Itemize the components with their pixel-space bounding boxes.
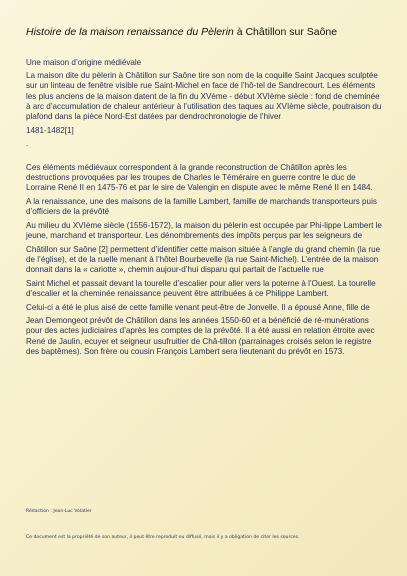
title-rest: à Châtillon sur Saône	[233, 26, 338, 38]
paragraph: Châtillon sur Saône [2] permettent d’identifier cette maison située à l’angle du grand chemin (la rue de l’église), et de la ruelle menant à l’hôtel Bourbevelle (la rue Saint-Michel). L’entrée de la maison donnait dans la « cariotte », chemin aujour-d’hui disparu qui partait de l’actuelle rue	[26, 244, 381, 274]
paragraph: La maison dite du pèlerin à Châtillon sur Saône tire son nom de la coquille Saint Jacques sculptée sur un linteau de fenêtre visible rue Saint-Michel en face de l’hô-tel de Sandrecourt. Les éléments les plus anciens de la maison datent de la fin du XVème - début XVIème siècle : fond de cheminée à arc d’accumulation de chaleur antérieur à l’utilisation des taques au XVIème siècle, poutraison du plafond dans la pièce Nord-Est datées par dendrochronologie de l’hiver	[26, 71, 382, 122]
paragraph: Celui-ci a été le plus aisé de cette famille venant peut-être de Jonvelle. Il a épousé Anne, fille de	[26, 302, 370, 312]
paragraph: Ces éléments médiévaux correspondent à la grande reconstruction de Châtillon après les destructions provoquées par les troupes de Charles le Téméraire en guerre contre le duc de Lorraine René II en 1475-76 et par le sire de Valengin en dispute avec le même René II en 1484.	[26, 162, 373, 193]
author-credit: Rédaction : Jean-Luc Volatier	[26, 509, 92, 514]
title-italic: Histoire de la maison renaissance du Pèlerin	[26, 26, 234, 38]
section-heading: Une maison d’origine médiévale	[26, 58, 142, 67]
paragraph: 1481-1482[1]	[26, 125, 74, 135]
document-title	[26, 26, 337, 38]
paragraph: A la renaissance, une des maisons de la famille Lambert, famille de marchands transporteurs puis d’officiers de la prévôté	[26, 196, 377, 216]
document-body	[26, 58, 385, 361]
copyright-notice: Ce document est la propriété de son auteur, il peut être reproduit ou diffusé, mais il y a obligation de citer les sources.	[26, 535, 300, 540]
paragraph: Saint Michel et passait devant la tourelle d’escalier pour aller vers la poterne à l’Ouest. La tourelle d’escalier et la cheminée renaissance peuvent être attribuées à ce Philippe Lambert.	[26, 278, 376, 298]
paragraph: Jean Demongeot prévôt de Châtillon dans les années 1550-60 et a bénéficié de ré-munérations pour des actes judiciaires d’après les comptes de la prévôté. Il a été aussi en relation étroite avec René de Jaulin, ecuyer et seigneur usufruitier de Châ-tillon (parrainages croisés selon le registre des baptêmes). Son frère ou cousin François Lambert sera lieutenant du prévôt en 1573.	[26, 316, 375, 356]
paragraph: .	[26, 139, 29, 149]
paragraph: Au milieu du XVIème siècle (1556-1572), la maison du pèlerin est occupée par Phi-lippe Lambert le jeune, marchand et transporteur. Les dénombrements des impôts perçus par les seigneurs de	[26, 220, 382, 240]
